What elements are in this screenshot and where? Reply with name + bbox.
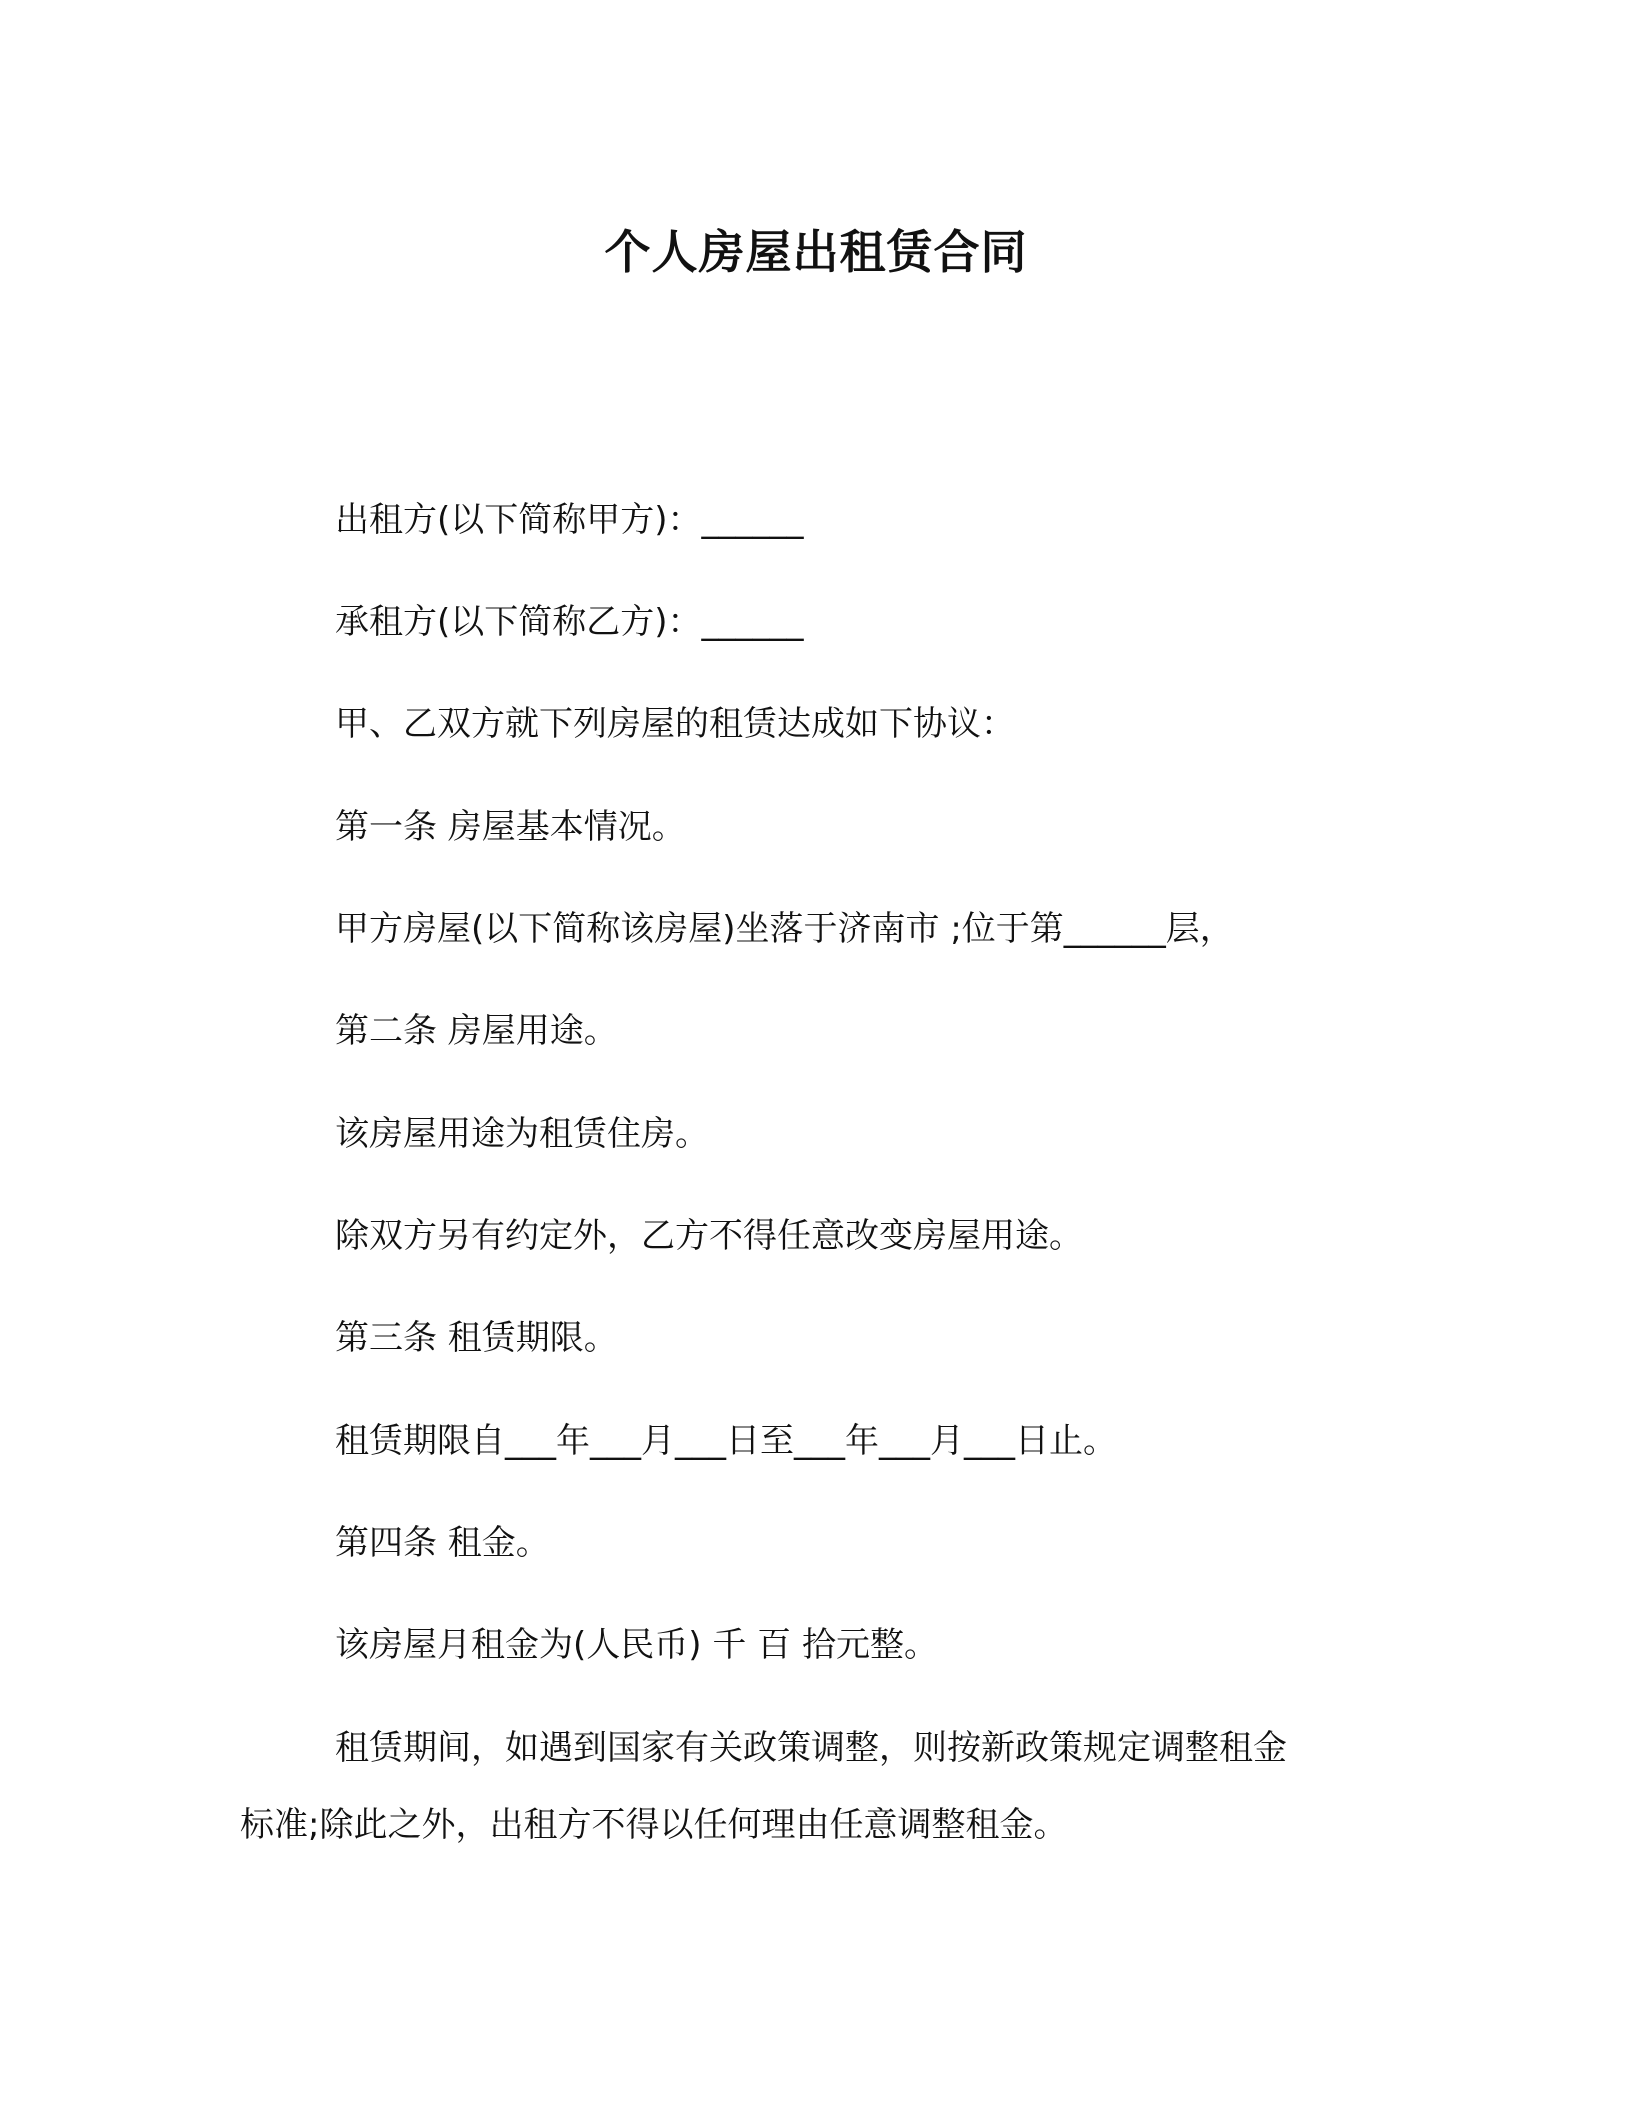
article-1-heading: 第一条 房屋基本情况。	[335, 807, 686, 847]
article-4-body-adjustment: 租赁期间，如遇到国家有关政策调整，则按新政策规定调整租金	[335, 1728, 1287, 1768]
document-title: 个人房屋出租赁合同	[604, 225, 1028, 279]
article-1-body: 甲方房屋(以下简称该房屋)坐落于济南市 ;位于第______层，	[335, 909, 1234, 949]
article-3-body: 租赁期限自___年___月___日至___年___月___日止。	[335, 1421, 1117, 1461]
article-2-body-restriction: 除双方另有约定外，乙方不得任意改变房屋用途。	[335, 1216, 1083, 1256]
clause-line-lessor: 出租方(以下简称甲方)：______	[335, 500, 804, 540]
article-2-heading: 第二条 房屋用途。	[335, 1011, 618, 1051]
clause-line-agreement-intro: 甲、乙双方就下列房屋的租赁达成如下协议：	[335, 704, 1015, 744]
clause-line-lessee: 承租方(以下简称乙方)：______	[335, 602, 804, 642]
article-4-body-adjustment-continued: 标准;除此之外，出租方不得以任何理由任意调整租金。	[240, 1805, 1068, 1845]
article-3-heading: 第三条 租赁期限。	[335, 1318, 618, 1358]
article-4-heading: 第四条 租金。	[335, 1523, 550, 1563]
article-2-body-usage: 该房屋用途为租赁住房。	[335, 1114, 709, 1154]
article-4-body-rent: 该房屋月租金为(人民币) 千 百 拾元整。	[335, 1625, 938, 1665]
